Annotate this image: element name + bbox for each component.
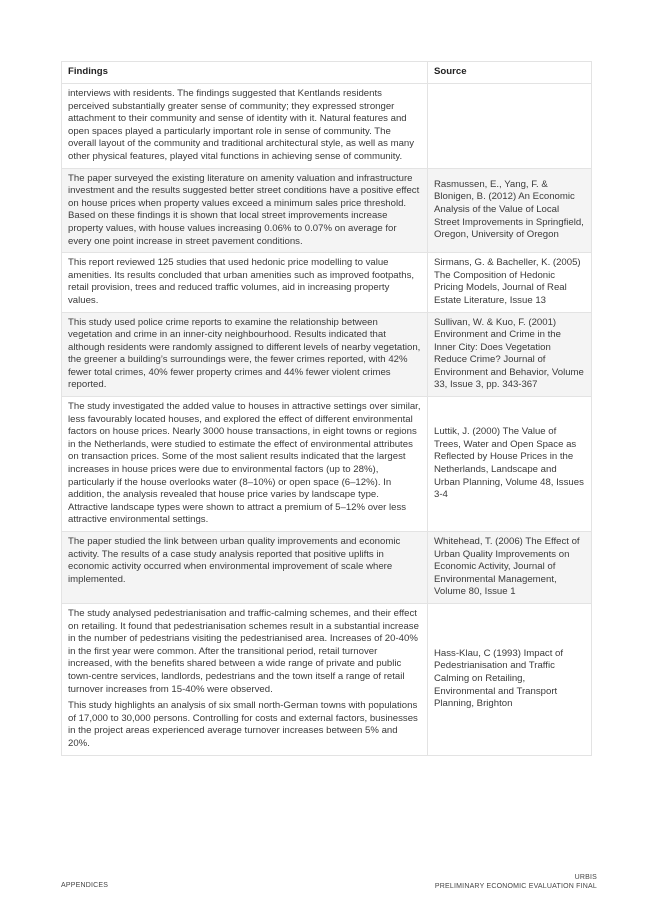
source-cell: Sirmans, G. & Bacheller, K. (2005) The Composition of Hedonic Pricing Models, Journal of Real Estate Literature, Issue 13 [428,253,592,312]
findings-cell [62,603,428,755]
findings-cell [62,168,428,253]
findings-header: Findings [62,62,428,84]
findings-cell [62,312,428,397]
footer-report-title: PRELIMINARY ECONOMIC EVALUATION FINAL [434,882,597,890]
findings-paragraph: The paper surveyed the existing literature on amenity valuation and infrastructure investment and the results suggested better street conditions have a positive effect on house prices when property values exceed a minimum sales price threshold. Based on these findings it is shown that local street improvements increase property values, with house values increasing 0.06% to 0.07% on average for every one point increase in street pavement conditions. [68,172,420,247]
findings-paragraph: This report reviewed 125 studies that used hedonic price modelling to value amenities. Its results concluded that urban amenities such as improved footpaths, retail provision, trees and reduced traffic volumes, aid in increasing property values. [68,257,415,306]
table-row [62,397,592,532]
table-row [62,312,592,397]
source-cell [428,84,592,169]
table-row [62,603,592,755]
findings-paragraph: This study used police crime reports to examine the relationship between vegetation and crime in an inner-city neighbourhood. Results indicated that although residents were randomly assigned to different levels of nearby vegetation, the greener a building’s surroundings were, the fewer crimes reported, with 42% fewer total crimes, 40% fewer property crimes and 44% fewer violent crimes reported. [68,316,421,391]
findings-cell [62,532,428,604]
table-row [62,168,592,253]
source-cell: Luttik, J. (2000) The Value of Trees, Water and Open Space as Reflected by House Prices in the Netherlands, Landscape and Urban Planning, Volume 48, Issues 3-4 [428,397,592,532]
findings-paragraph: The study analysed pedestrianisation and traffic-calming schemes, and their effect on retailing. It found that pedestrianisation schemes result in a substantial increase in the number of pedestrians visiting the pedestrianised area. Increases of 20-40% in the first year were common. After the transitional period, retail turnover increased, with the benefits shared between a wide range of private and public town-centre services, landlords, pedestrians and the town itself a range of retail turnover increases from 15-40% were observed. [68,607,419,695]
findings-cell [62,397,428,532]
findings-paragraph: The paper studied the link between urban quality improvements and economic activity. The results of a case study analysis reported that positive uplifts in economic activity occurred when environmental improvement of scale where implemented. [68,536,401,585]
source-cell: Whitehead, T. (2006) The Effect of Urban Quality Improvements on Economic Activity, Journal of Environmental Management, Volume 80, Issue 1 [428,532,592,604]
findings-paragraph: The study investigated the added value to houses in attractive settings over similar, less favourably located houses, and explored the effect of different environmental factors on house prices. Nearly 3000 house transactions, in eight towns or regions in the Netherlands, were studied to estimate the effect of environmental attributes on transaction prices. Some of the most salient results indicated that the largest increases in house prices were due to environmental factors (up to 28%), particularly if the house overlooks water (8–10%) or open space (6–12%). In addition, the analysis revealed that house price varies by landscape type. Attractive landscape types were shown to attract a premium of 5–12% over less attractive environmental settings. [68,401,421,526]
findings-paragraph: This study highlights an analysis of six small north-German towns with populations of 17,000 to 30,000 persons. Controlling for costs and external factors, businesses in the project areas experienced average turnover increases between 5% and 20%. [68,700,418,749]
findings-table [61,61,592,756]
table-header-row [62,62,592,84]
table-row [62,84,592,169]
source-cell: Hass-Klau, C (1993) Impact of Pedestrianisation and Traffic Calming on Retailing, Environmental and Transport Planning, Brighton [428,603,592,755]
footer-document-title [435,874,597,891]
footer-section-label: APPENDICES [61,882,109,889]
source-cell: Sullivan, W. & Kuo, F. (2001) Environment and Crime in the Inner City: Does Vegetation Reduce Crime? Journal of Environment and Behavior, Volume 33, Issue 3, pp. 343-367 [428,312,592,397]
table-row [62,532,592,604]
findings-cell [62,253,428,312]
findings-cell [62,84,428,169]
source-header: Source [428,62,592,84]
findings-paragraph: interviews with residents. The findings suggested that Kentlands residents perceived substantially greater sense of community; they expressed stronger attachment to their community and sense of identity with it. Natural features and open spaces played a particularly important role in sense of community. The overall layout of the community and traditional architectural style, as well as many other physical features, played vital functions in achieving sense of community. [68,88,415,162]
table-row [62,253,592,312]
footer-company: URBIS [574,874,597,881]
source-cell: Rasmussen, E., Yang, F. & Blonigen, B. (2012) An Economic Analysis of the Value of Local Street Improvements in Springfield, Oregon, University of Oregon [428,168,592,253]
